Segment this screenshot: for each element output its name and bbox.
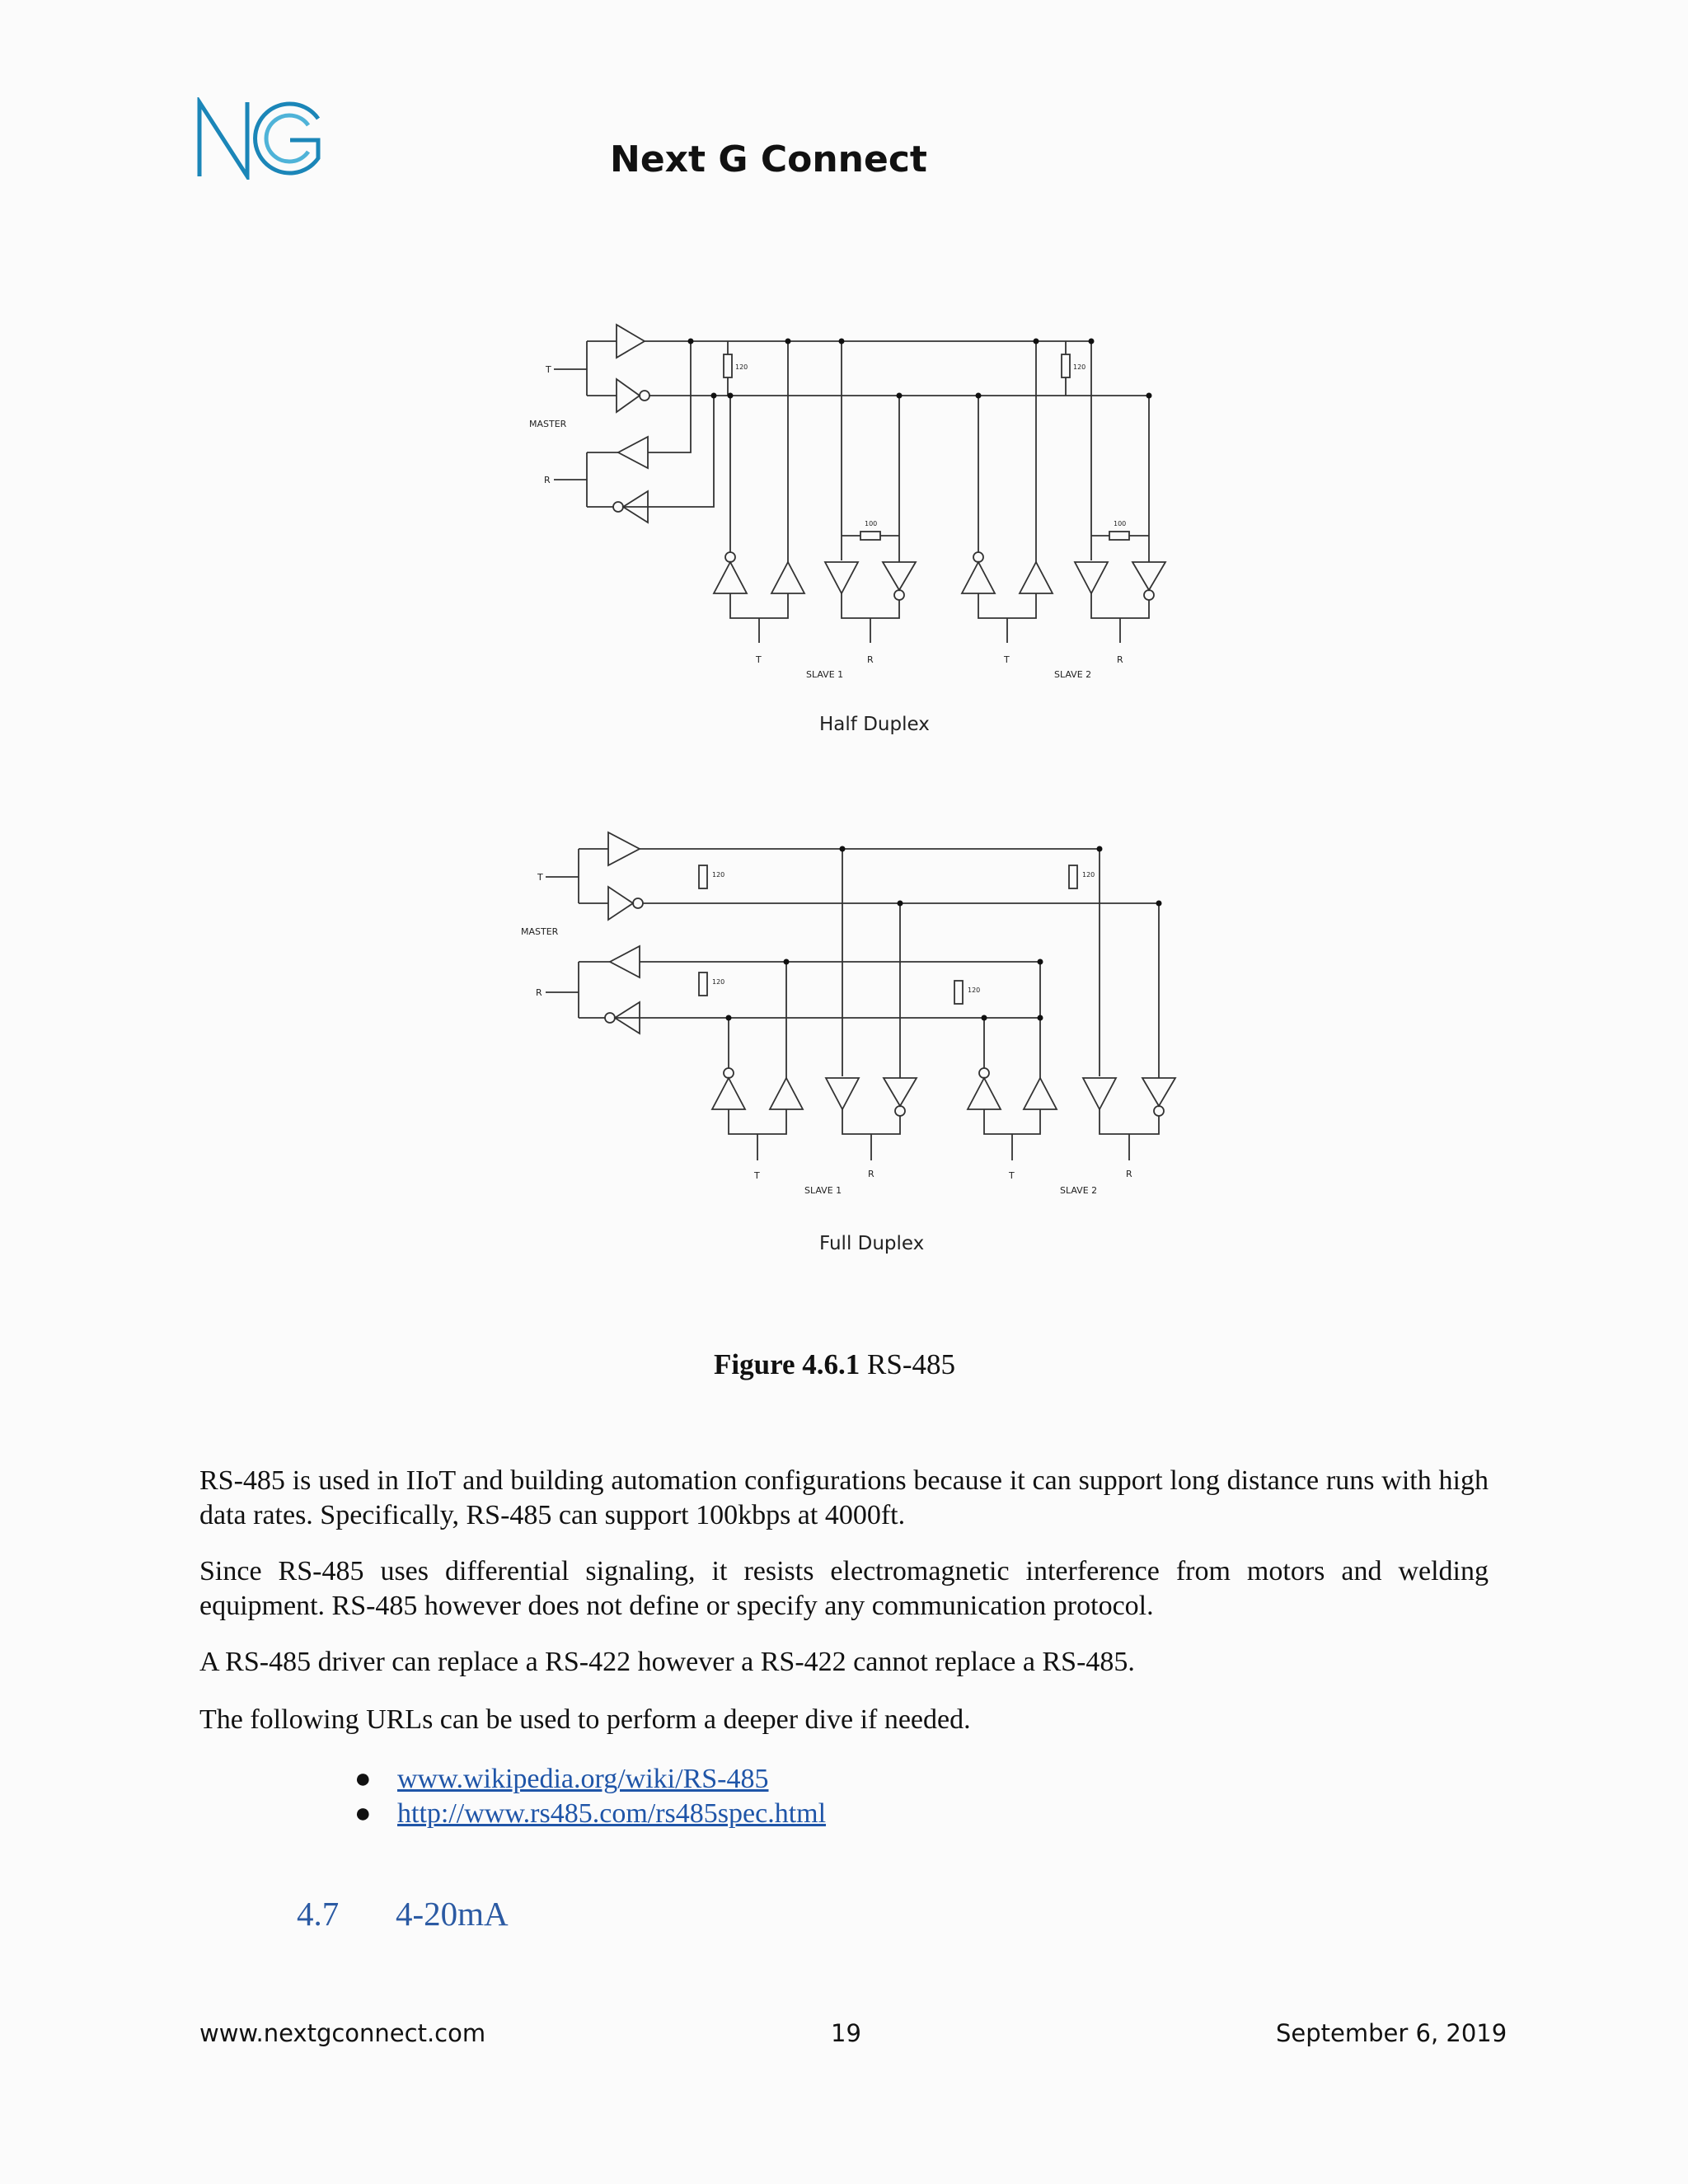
hd-slave2-t: T	[1004, 654, 1010, 665]
hd-terminator-2: 120	[1073, 363, 1086, 371]
link-wikipedia[interactable]: www.wikipedia.org/wiki/RS-485	[397, 1764, 769, 1794]
hd-master-label: MASTER	[529, 419, 567, 429]
section-title: 4-20mA	[396, 1895, 509, 1933]
half-duplex-caption: Half Duplex	[819, 714, 930, 735]
paragraph-2: Since RS-485 uses differential signaling, it resists electromagnetic interference from motors and welding equipment. RS-485 however does not define or specify any communication protocol.	[199, 1556, 1489, 1621]
fd-master-label: MASTER	[521, 926, 559, 937]
footer-date: September 6, 2019	[1276, 2019, 1507, 2047]
bullet-icon: ●	[354, 1764, 372, 1794]
footer-website: www.nextgconnect.com	[199, 2019, 486, 2047]
fd-slave2-t: T	[1009, 1170, 1015, 1181]
link-rs485-spec[interactable]: http://www.rs485.com/rs485spec.html	[397, 1798, 827, 1829]
figure-caption	[714, 1348, 955, 1381]
fd-master-r-label: R	[536, 987, 542, 998]
fd-terminator-2: 120	[1082, 871, 1095, 879]
figure-caption-text: RS-485	[860, 1348, 955, 1380]
hd-slave1-label: SLAVE 1	[806, 669, 844, 680]
ng-logo	[195, 97, 323, 180]
paragraph-1: RS-485 is used in IIoT and building automation configurations because it can support long distance runs with high data rates. Specifically, RS-485 can support 100kbps at 4000ft.	[199, 1465, 1489, 1530]
hd-slave1-t: T	[756, 654, 762, 665]
hd-master-r-label: R	[544, 475, 551, 485]
hd-slave2-r: R	[1117, 654, 1123, 665]
fd-terminator-3: 120	[712, 978, 725, 986]
bullet-icon: ●	[354, 1798, 372, 1829]
list-item	[354, 1797, 826, 1831]
fd-terminator-1: 120	[712, 871, 725, 879]
fd-slave2-r: R	[1126, 1169, 1132, 1179]
header-title: Next G Connect	[610, 138, 927, 180]
full-duplex-diagram	[495, 821, 1195, 1216]
list-item	[354, 1762, 768, 1797]
section-number: 4.7	[297, 1895, 340, 1933]
fd-terminator-4: 120	[968, 987, 981, 994]
hd-slave2-resistor: 100	[1114, 520, 1127, 527]
fd-slave1-t: T	[754, 1170, 760, 1181]
hd-slave2-label: SLAVE 2	[1054, 669, 1092, 680]
full-duplex-caption: Full Duplex	[819, 1233, 925, 1254]
fd-master-t-label: T	[537, 872, 543, 883]
hd-master-t-label: T	[546, 364, 551, 375]
fd-slave2-label: SLAVE 2	[1060, 1185, 1098, 1196]
paragraph-4: The following URLs can be used to perform a deeper dive if needed.	[199, 1704, 971, 1735]
figure-caption-number: Figure 4.6.1	[714, 1348, 860, 1380]
hd-terminator-1: 120	[735, 363, 748, 371]
half-duplex-diagram	[495, 305, 1195, 701]
paragraph-3: A RS-485 driver can replace a RS-422 however a RS-422 cannot replace a RS-485.	[199, 1647, 1135, 1677]
fd-slave1-label: SLAVE 1	[804, 1185, 842, 1196]
footer-page-number: 19	[831, 2019, 861, 2047]
hd-slave1-resistor: 100	[865, 520, 878, 527]
hd-slave1-r: R	[867, 654, 874, 665]
fd-slave1-r: R	[868, 1169, 874, 1179]
